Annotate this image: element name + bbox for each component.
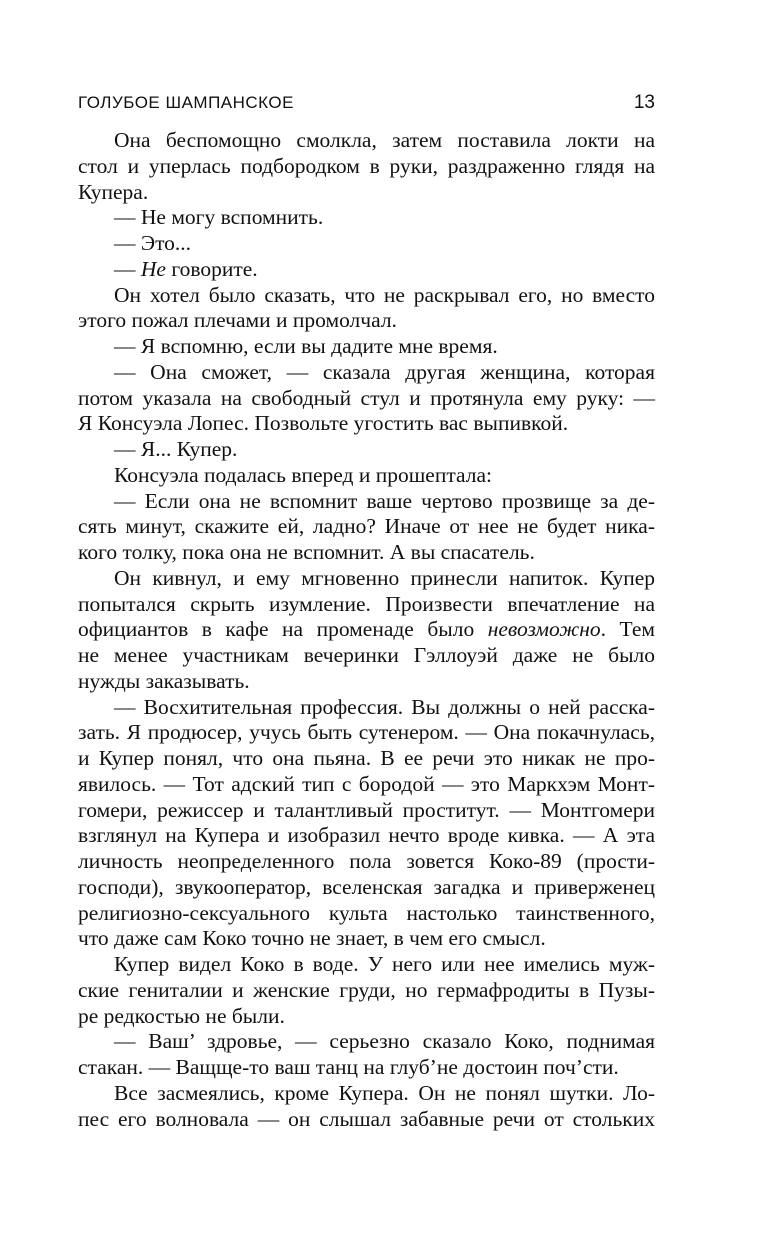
- paragraph: [78, 334, 655, 360]
- emphasis: Не: [140, 256, 166, 281]
- text-line: ские гениталии и женские груди, но гермафродиты в Пузы-: [78, 977, 655, 1002]
- text-line: зать. Я продюсер, учусь быть сутенером. — Она покачнулась,: [78, 720, 655, 745]
- paragraph: [78, 437, 655, 463]
- paragraph: [78, 128, 655, 205]
- book-title: ГОЛУБОЕ ШАМПАНСКОЕ: [78, 93, 294, 112]
- paragraph: [78, 231, 655, 257]
- text-line: — Не могу вспомнить.: [114, 205, 324, 230]
- text-line: — Она сможет, — сказала другая женщина, которая: [114, 359, 655, 384]
- text-line: что даже сам Коко точно не знает, в чем его смысл.: [78, 926, 546, 951]
- text-line: Купера.: [78, 179, 149, 204]
- text-line: гомери, режиссер и талантливый проститут. — Монтгомери: [78, 797, 655, 822]
- text-line: Я Консуэла Лопес. Позвольте угостить вас выпивкой.: [78, 411, 569, 436]
- paragraph: [78, 695, 655, 953]
- text-line: личность неопределенного пола зовется Коко-89 (прости-: [78, 849, 655, 873]
- text-line: [78, 617, 655, 643]
- text-line: — Я... Купер.: [114, 437, 238, 461]
- text-line: — Это...: [114, 231, 192, 255]
- paragraph: [78, 566, 655, 695]
- text-line: Он хотел было сказать, что не раскрывал его, но вместо: [114, 282, 655, 307]
- text-line: Все засмеялись, кроме Купера. Он не понял шутки. Ло-: [114, 1080, 655, 1105]
- emphasis: невозможно: [487, 617, 601, 642]
- paragraph: [78, 257, 655, 283]
- text-line: нужды заказывать.: [78, 668, 250, 693]
- text-line: этого пожал плечами и промолчал.: [78, 308, 397, 333]
- paragraph: [78, 1081, 655, 1133]
- paragraph: [78, 489, 655, 566]
- text-line: не менее участникам вечеринки Гэллоуэй даже не было: [78, 643, 655, 667]
- text-line: Купер видел Коко в воде. У него или нее имелись муж-: [114, 952, 655, 976]
- text-line: стакан. — Ващще-то ваш танц на глуб’не достоин поч’сти.: [78, 1055, 619, 1079]
- text-line: явилось. — Тот адский тип с бородой — это Маркхэм Монт-: [78, 771, 655, 796]
- text-line: — Ваш’ здровье, — серьезно сказало Коко, поднимая: [114, 1029, 655, 1054]
- text-line: — Восхитительная профессия. Вы должны о ней расска-: [114, 694, 655, 719]
- text-fragment: . Тем: [600, 617, 655, 642]
- text-line: стол и уперлась подбородком в руки, раздраженно глядя на: [78, 153, 655, 178]
- paragraph: [78, 1029, 655, 1081]
- text-line: Она беспомощно смолкла, затем поставила локти на: [114, 128, 655, 152]
- text-fragment: говорите.: [165, 256, 258, 281]
- text-line: — Я вспомню, если вы дадите мне время.: [114, 334, 498, 358]
- text-line: кого толку, пока она не вспомнит. А вы спасатель.: [78, 540, 535, 564]
- text-body: [78, 128, 655, 1132]
- paragraph: [78, 463, 655, 489]
- text-line: религиозно-сексуального культа настолько таинственного,: [78, 900, 655, 925]
- text-line: пес его волновала — он слышал забавные речи от стольких: [78, 1106, 655, 1131]
- text-line: Консуэла подалась вперед и прошептала:: [114, 462, 492, 487]
- text-line: ре редкостью не были.: [78, 1003, 285, 1028]
- text-fragment: официантов в кафе на променаде было: [78, 617, 488, 642]
- paragraph: [78, 205, 655, 231]
- running-head: [78, 88, 655, 118]
- paragraph: [78, 360, 655, 437]
- text-line: господи), звукооператор, вселенская загадка и приверженец: [78, 874, 655, 899]
- text-line: взглянул на Купера и изобразил нечто вроде кивка. — А эта: [78, 823, 655, 848]
- text-line: попытался скрыть изумление. Произвести впечатление на: [78, 591, 655, 616]
- text-line: и Купер понял, что она пьяна. В ее речи это никак не про-: [78, 746, 655, 770]
- page-number: 13: [633, 92, 655, 113]
- paragraph: [78, 952, 655, 1029]
- text-line: — Если она не вспомнит ваше чертово прозвище за де-: [114, 488, 655, 513]
- paragraph: [78, 283, 655, 335]
- dash: —: [114, 256, 141, 281]
- text-line: Он кивнул, и ему мгновенно принесли напиток. Купер: [114, 565, 655, 590]
- text-line: сять минут, скажите ей, ладно? Иначе от нее не будет ника-: [78, 514, 655, 539]
- text-line: [78, 257, 655, 283]
- text-line: потом указала на свободный стул и протянула ему руку: —: [78, 385, 655, 410]
